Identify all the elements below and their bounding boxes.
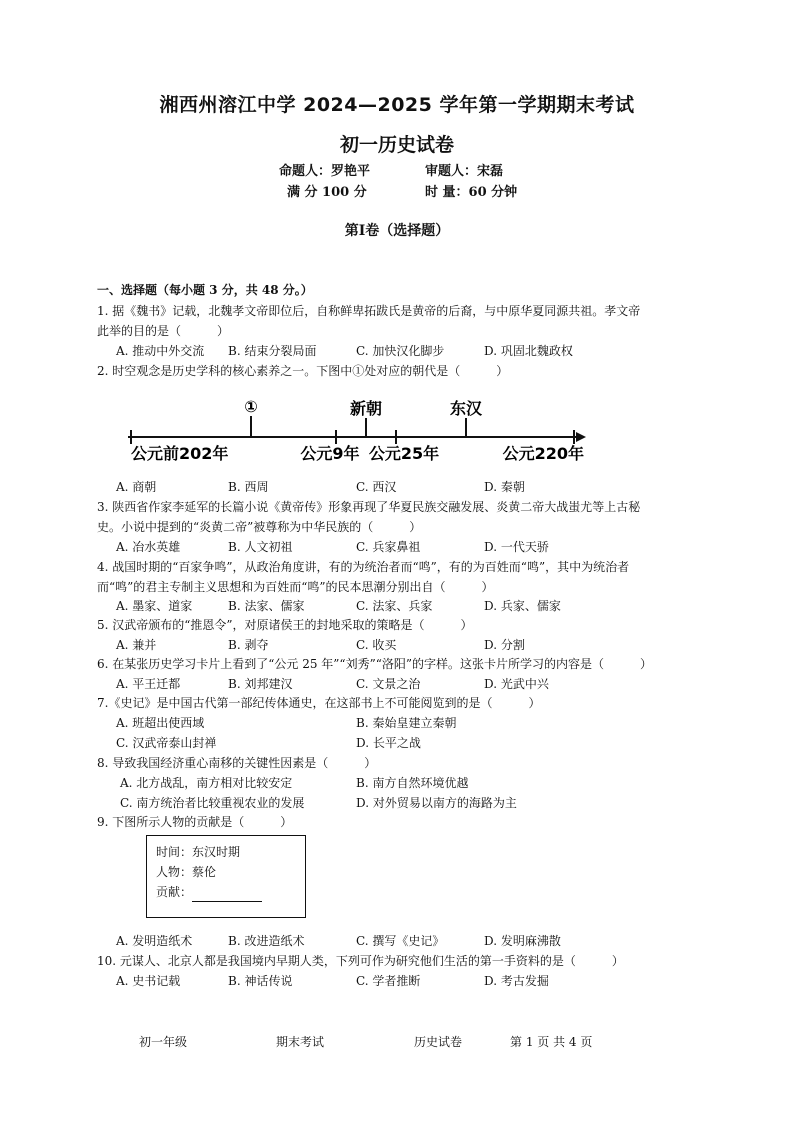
q4-stem-1: 4. 战国时期的“百家争鸣”，从政治角度讲，有的为统治者而“鸣”，有的为百姓而“鸣”，其中为统治者 <box>97 560 630 574</box>
author-label: 命题人：罗艳平 <box>279 164 371 179</box>
q3-option-b: B. 人文初祖 <box>228 540 293 554</box>
card-answer-blank <box>192 901 262 902</box>
q4-option-b: B. 法家、儒家 <box>228 599 305 613</box>
q3-stem-2: 史。小说中提到的“炎黄二帝”被尊称为中华民族的（ ） <box>97 520 422 534</box>
q5-option-a: A. 兼并 <box>116 638 157 652</box>
q4-stem-2: 而“鸣”的君主专制主义思想和为百姓而“鸣”的民本思潮分别出自（ ） <box>97 580 494 594</box>
q10-option-d: D. 考古发掘 <box>484 974 549 988</box>
q10-stem-1: 10. 元谋人、北京人都是我国境内早期人类，下列可作为研究他们生活的第一手资料的是（ ） <box>97 954 624 968</box>
q4-option-a: A. 墨家、道家 <box>116 599 193 613</box>
footer-exam: 期末考试 <box>276 1035 325 1049</box>
q9-option-c: C. 撰写《史记》 <box>356 934 445 948</box>
q8-option-c: C. 南方统治者比较重视农业的发展 <box>120 796 305 810</box>
card-contribution-row <box>156 882 296 902</box>
q6-option-d: D. 光武中兴 <box>484 677 549 691</box>
q9-option-b: B. 改进造纸术 <box>228 934 305 948</box>
q6-option-c: C. 文景之治 <box>356 677 421 691</box>
q6-option-a: A. 平王迁都 <box>116 677 181 691</box>
q3-option-c: C. 兵家鼻祖 <box>356 540 421 554</box>
timeline-tick-label: 公元220年 <box>502 444 584 463</box>
q3-option-d: D. 一代天骄 <box>484 540 549 554</box>
q2-option-b: B. 西周 <box>228 480 269 494</box>
q7-option-c: C. 汉武帝泰山封禅 <box>116 736 217 750</box>
q7-option-b: B. 秦始皇建立秦朝 <box>356 716 457 730</box>
q1-stem-1: 1. 据《魏书》记载，北魏孝文帝即位后，自称鲜卑拓跋氏是黄帝的后裔，与中原华夏同源共祖。孝文帝 <box>97 304 641 318</box>
q8-stem-1: 8. 导致我国经济重心南移的关键性因素是（ ） <box>97 756 377 770</box>
timeline-arrow-icon <box>576 432 586 442</box>
person-card <box>146 835 306 918</box>
time-label: 时 量：60 分钟 <box>425 185 518 200</box>
q8-option-b: B. 南方自然环境优越 <box>356 776 469 790</box>
timeline-diagram <box>0 0 794 480</box>
q10-option-c: C. 学者推断 <box>356 974 421 988</box>
timeline-label-donghan: 东汉 <box>449 399 483 418</box>
card-time: 时间：东汉时期 <box>156 845 241 859</box>
card-person: 人物：蔡伦 <box>156 865 217 879</box>
footer-grade: 初一年级 <box>139 1035 188 1049</box>
q2-option-a: A. 商朝 <box>116 480 157 494</box>
q2-option-d: D. 秦朝 <box>484 480 525 494</box>
q6-stem-1: 6. 在某张历史学习卡片上看到了“公元 25 年”“刘秀”“洛阳”的字样。这张卡片所学习的内容是（ ） <box>97 657 652 671</box>
q5-stem-1: 5. 汉武帝颁布的“推恩令”，对原诸侯王的封地采取的策略是（ ） <box>97 618 473 632</box>
q7-option-d: D. 长平之战 <box>356 736 421 750</box>
timeline-label-xin: 新朝 <box>349 399 383 418</box>
score-label: 满 分 100 分 <box>287 185 367 200</box>
q2-option-c: C. 西汉 <box>356 480 397 494</box>
q9-option-d: D. 发明麻沸散 <box>484 934 561 948</box>
reviewer-label: 审题人：宋磊 <box>425 164 504 179</box>
q1-option-c: C. 加快汉化脚步 <box>356 344 445 358</box>
q10-option-a: A. 史书记载 <box>116 974 181 988</box>
q3-option-a: A. 冶水英雄 <box>116 540 181 554</box>
q8-option-d: D. 对外贸易以南方的海路为主 <box>356 796 517 810</box>
part-title: 一、选择题（每小题 3 分，共 48 分。） <box>97 283 313 297</box>
q10-option-b: B. 神话传说 <box>228 974 293 988</box>
q6-option-b: B. 刘邦建汉 <box>228 677 293 691</box>
q5-option-b: B. 剥夺 <box>228 638 269 652</box>
timeline-tick-label: 公元9年 <box>300 444 360 463</box>
footer-subject: 历史试卷 <box>414 1035 463 1049</box>
q5-option-c: C. 收买 <box>356 638 397 652</box>
q3-stem-1: 3. 陕西省作家李延军的长篇小说《黄帝传》形象再现了华夏民族交融发展、炎黄二帝大战蚩尤等上古秘 <box>97 500 641 514</box>
q5-option-d: D. 分割 <box>484 638 525 652</box>
q4-option-d: D. 兵家、儒家 <box>484 599 561 613</box>
section-title: 第Ⅰ卷（选择题） <box>344 223 450 239</box>
q1-option-b: B. 结束分裂局面 <box>228 344 317 358</box>
timeline-tick-label: 公元前202年 <box>131 444 229 463</box>
q1-option-a: A. 推动中外交流 <box>116 344 205 358</box>
timeline-tick-label: 公元25年 <box>368 444 440 463</box>
q9-stem-1: 9. 下图所示人物的贡献是（ ） <box>97 815 293 829</box>
card-contribution-label: 贡献： <box>156 885 193 899</box>
exam-title: 湘西州溶江中学 2024—2025 学年第一学期期末考试 <box>159 94 635 116</box>
timeline-marker-1: ① <box>244 397 258 416</box>
q1-stem-2: 此举的目的是（ ） <box>97 324 230 338</box>
q9-option-a: A. 发明造纸术 <box>116 934 193 948</box>
exam-subtitle: 初一历史试卷 <box>339 134 454 156</box>
q2-stem-1: 2. 时空观念是历史学科的核心素养之一。下图中①处对应的朝代是（ ） <box>97 364 509 378</box>
q4-option-c: C. 法家、兵家 <box>356 599 433 613</box>
q7-option-a: A. 班超出使西域 <box>116 716 205 730</box>
q7-stem-1: 7.《史记》是中国古代第一部纪传体通史，在这部书上不可能阅览到的是（ ） <box>97 696 541 710</box>
q8-option-a: A. 北方战乱，南方相对比较安定 <box>120 776 293 790</box>
footer-page-number: 第 1 页 共 4 页 <box>510 1035 593 1049</box>
q1-option-d: D. 巩固北魏政权 <box>484 344 573 358</box>
